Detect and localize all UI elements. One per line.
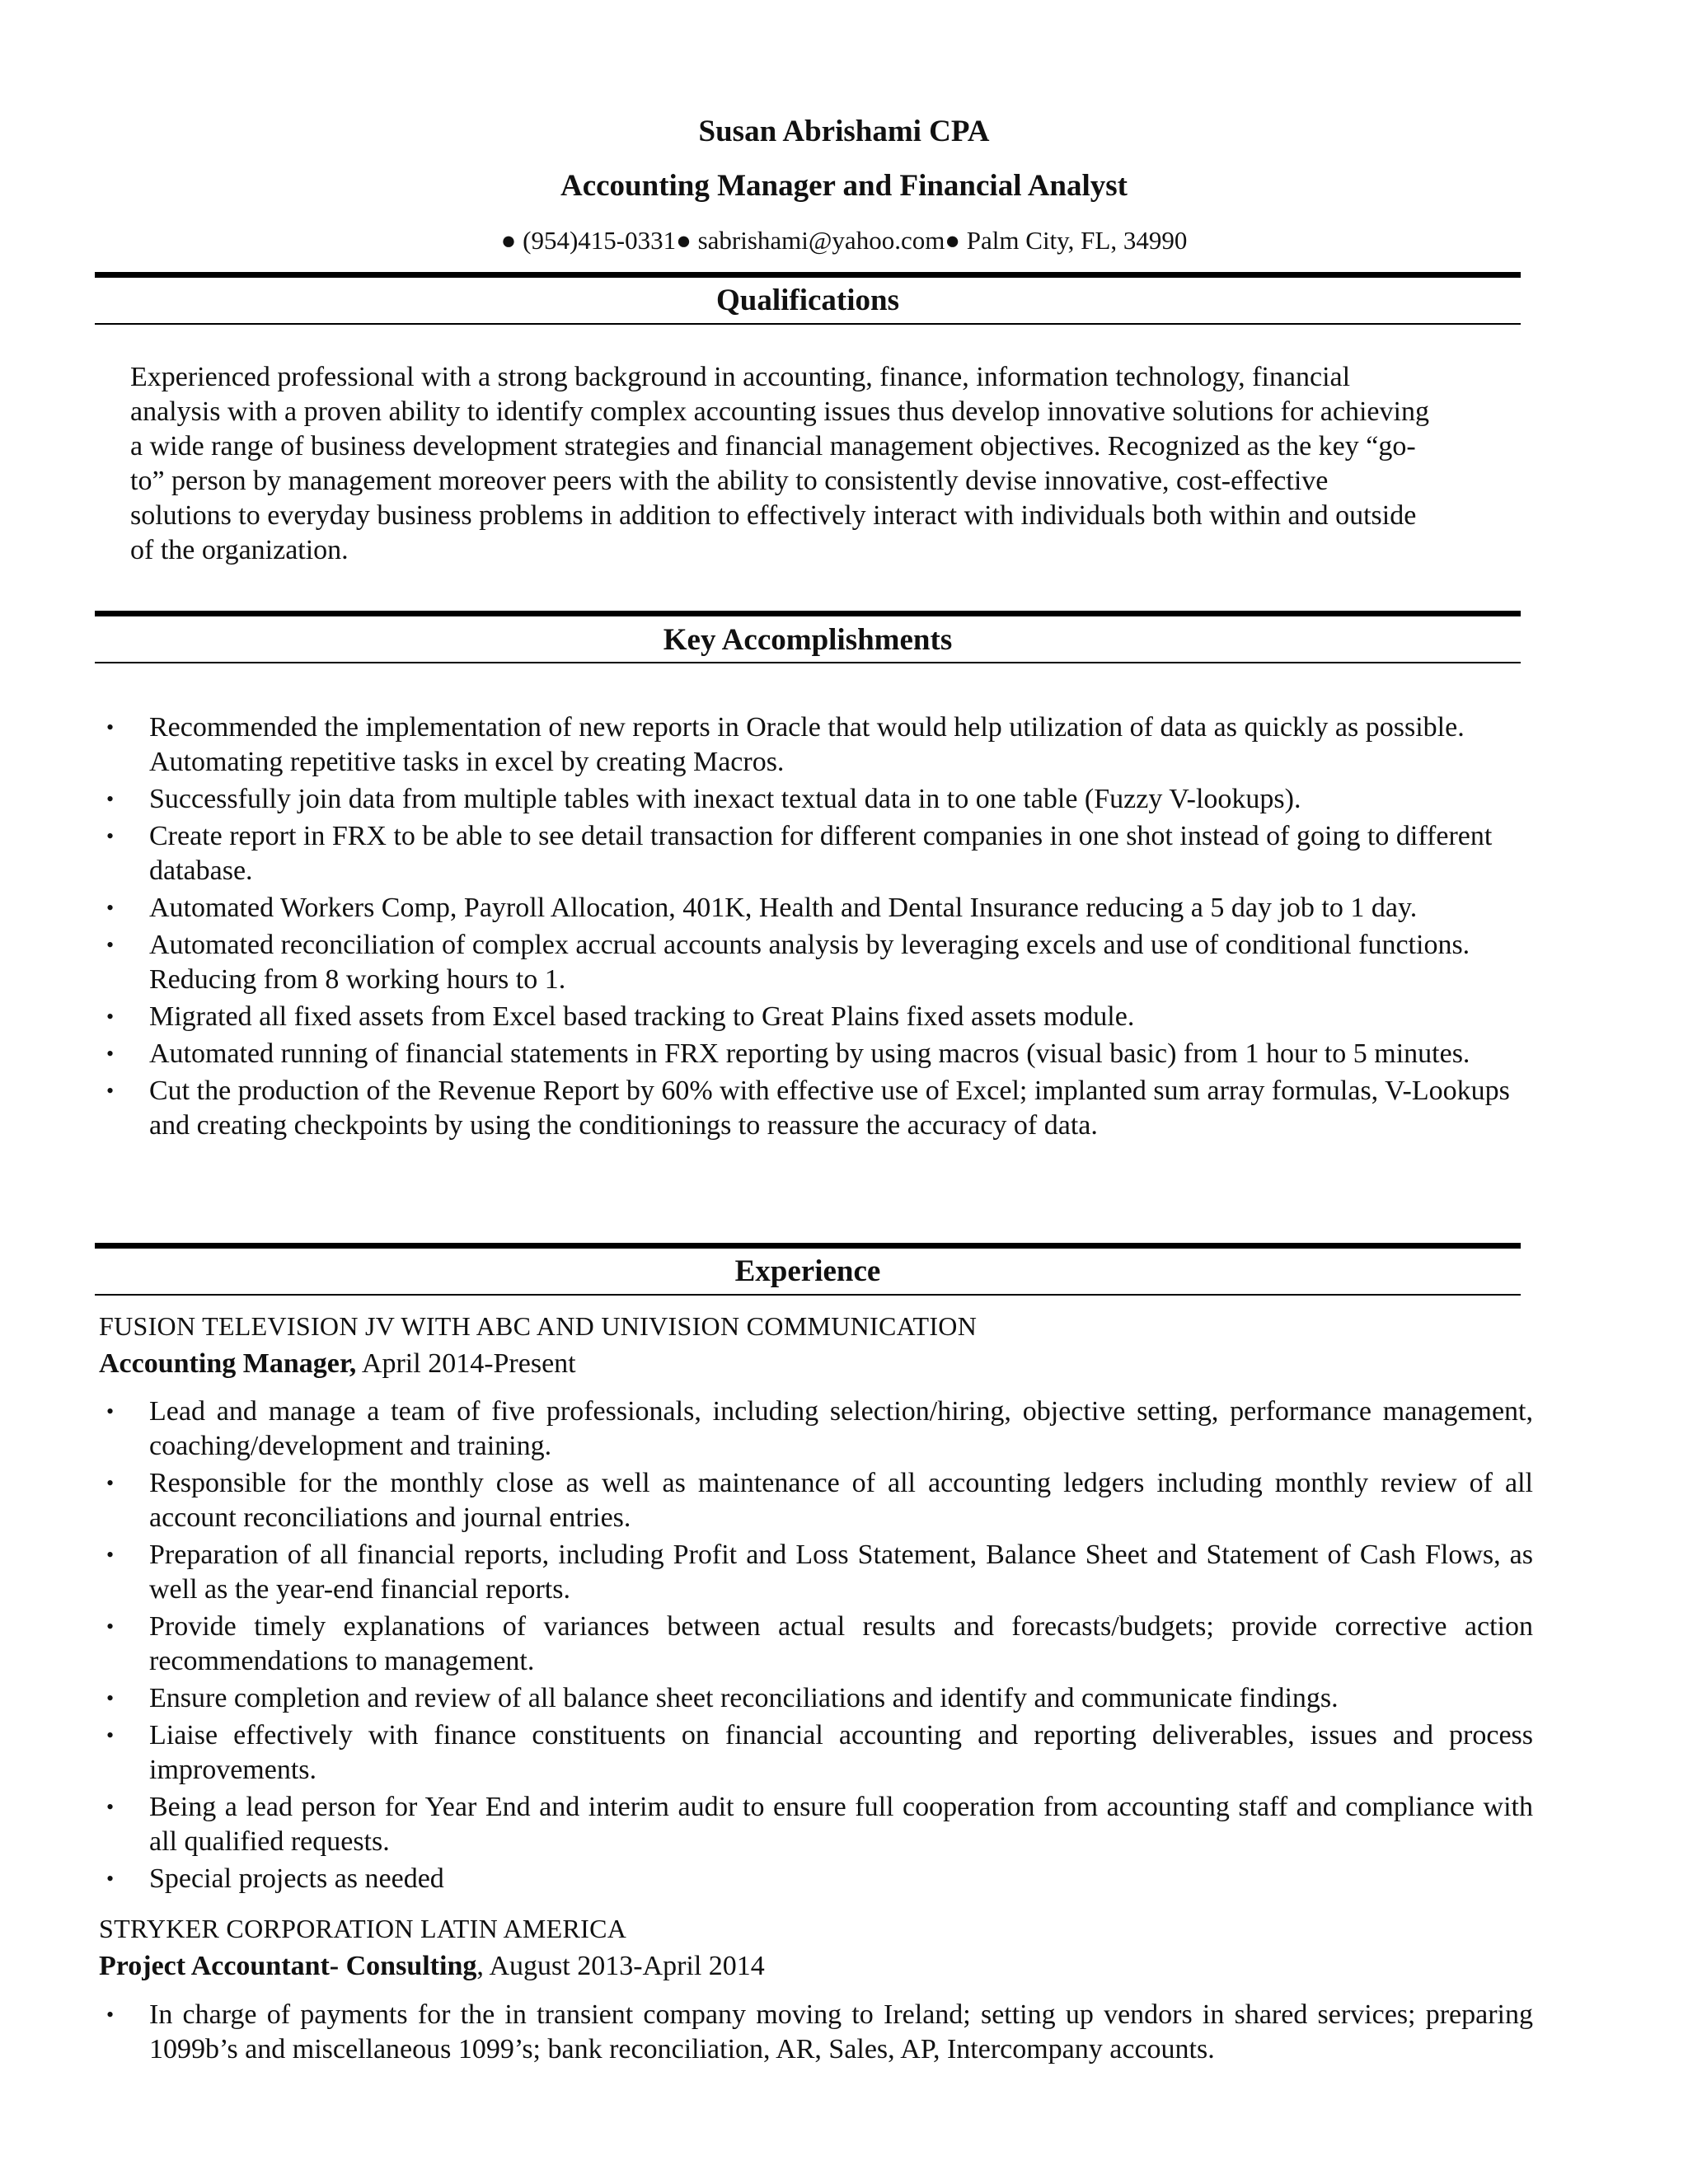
list-item-text: Recommended the implementation of new reports in Oracle that would help utilization of data as quickly as possible. Automating repetitive tasks in excel by creating Macros. [149,712,1465,777]
qualifications-heading: Qualifications [715,284,900,317]
bullet-icon: • [106,787,115,811]
list-item-text: Create report in FRX to be able to see detail transaction for different companies in one shot instead of going to different database. [149,821,1493,886]
list-item-text: Lead and manage a team of five professionals, including selection/hiring, objective setting, performance management, coaching/development and training. [149,1396,1533,1461]
job-dates: , August 2013-April 2014 [476,1951,765,1981]
list-item [95,1610,1533,1679]
bullet-icon: • [106,1005,115,1029]
bullet-icon: • [106,1795,115,1819]
bullet-icon: • [106,1723,115,1747]
qualifications-summary [130,360,1531,568]
list-item-text: Being a lead person for Year End and interim audit to ensure full cooperation from accounting staff and compliance with all qualified requests. [149,1792,1533,1857]
list-item [95,1681,1533,1716]
company-name: FUSION TELEVISION JV WITH ABC AND UNIVISION COMMUNICATION [99,1311,978,1341]
job-dates: April 2014-Present [356,1348,576,1379]
bullet-icon: • [106,1686,115,1710]
summary-line: a wide range of business development strategies and financial management objectives. Recognized as the key “go- [130,431,1416,462]
list-item [95,1718,1533,1788]
list-item [95,710,1533,780]
list-item-text: Provide timely explanations of variances between actual results and forecasts/budgets; provide corrective action recommendations to management. [149,1611,1533,1676]
company-name: STRYKER CORPORATION LATIN AMERICA [99,1914,627,1943]
bullet-icon: • [106,1867,115,1891]
list-item [95,1074,1533,1143]
list-item [95,928,1533,997]
list-item [95,782,1533,817]
candidate-title: Accounting Manager and Financial Analyst [560,169,1128,203]
list-item-text: Cut the production of the Revenue Report by 60% with effective use of Excel; implanted sum array formulas, V-Lookups and creating checkpoints by using the conditionings to reassure the accuracy of data. [149,1076,1510,1141]
list-item [95,1998,1533,2067]
summary-line: Experienced professional with a strong background in accounting, finance, information technology, financial [130,362,1351,392]
list-item-text: Special projects as needed [149,1863,444,1894]
job-duties-list [95,1998,1533,2069]
section-rule-thick [95,272,1521,278]
bullet-icon: • [106,1615,115,1638]
candidate-name: Susan Abrishami CPA [698,115,990,148]
list-item-text: Responsible for the monthly close as well as maintenance of all accounting ledgers including monthly review of all account reconciliations and journal entries. [149,1468,1533,1533]
list-item [95,819,1533,888]
role-title: Project Accountant- Consulting [99,1951,477,1981]
summary-line: to” person by management moreover peers with the ability to consistently devise innovative, cost-effective [130,466,1329,496]
list-item [95,1538,1533,1607]
section-rule-thin [95,662,1521,663]
list-item [95,1000,1533,1034]
bullet-icon: • [106,933,115,957]
accomplishments-heading: Key Accomplishments [663,623,953,657]
job-duties-list [95,1394,1533,1899]
job-title [99,1951,765,1982]
bullet-icon: • [106,1079,115,1103]
list-item-text: Automated reconciliation of complex accrual accounts analysis by leveraging excels and use of conditional functions. Reducing from 8 working hours to 1. [149,930,1470,995]
bullet-icon: • [106,896,115,920]
list-item-text: Ensure completion and review of all balance sheet reconciliations and identify and communicate findings. [149,1683,1339,1713]
contact-line: ● (954)415-0331● sabrishami@yahoo.com● Palm City, FL, 34990 [500,226,1188,255]
summary-line: analysis with a proven ability to identify complex accounting issues thus develop innovative solutions for achieving [130,396,1429,427]
list-item [95,1037,1533,1071]
bullet-icon: • [106,1543,115,1567]
accomplishments-list [95,710,1533,1146]
section-rule-thick [95,611,1521,616]
list-item-text: Automated Workers Comp, Payroll Allocation, 401K, Health and Dental Insurance reducing a 5 day job to 1 day. [149,893,1418,923]
bullet-icon: • [106,1471,115,1495]
bullet-icon: • [106,715,115,739]
role-title: Accounting Manager, [99,1348,357,1379]
job-title [99,1348,576,1380]
list-item [95,1790,1533,1859]
list-item-text: In charge of payments for the in transient company moving to Ireland; setting up vendors in shared services; preparing 1099b’s and miscellaneous 1099’s; bank reconciliation, AR, Sales, AP, Intercompany accounts. [149,1999,1533,2064]
bullet-icon: • [106,2003,115,2027]
list-item [95,891,1533,926]
list-item-text: Automated running of financial statements in FRX reporting by using macros (visual basic) from 1 hour to 5 minutes. [149,1038,1470,1069]
section-rule-thin [95,1294,1521,1296]
list-item [95,1394,1533,1464]
list-item-text: Preparation of all financial reports, including Profit and Loss Statement, Balance Sheet and Statement of Cash Flows, as well as the year-end financial reports. [149,1540,1533,1605]
list-item [95,1466,1533,1535]
list-item-text: Migrated all fixed assets from Excel based tracking to Great Plains fixed assets module. [149,1001,1135,1032]
bullet-icon: • [106,1399,115,1423]
list-item [95,1862,1533,1896]
list-item-text: Liaise effectively with finance constituents on financial accounting and reporting deliverables, issues and process improvements. [149,1720,1533,1785]
list-item-text: Successfully join data from multiple tables with inexact textual data in to one table (Fuzzy V-lookups). [149,784,1301,814]
section-rule-thin [95,323,1521,325]
bullet-icon: • [106,824,115,848]
section-rule-thick [95,1243,1521,1249]
summary-line: solutions to everyday business problems in addition to effectively interact with individuals both within and outside [130,500,1417,531]
summary-line: of the organization. [130,535,349,565]
experience-heading: Experience [734,1254,881,1288]
bullet-icon: • [106,1042,115,1066]
